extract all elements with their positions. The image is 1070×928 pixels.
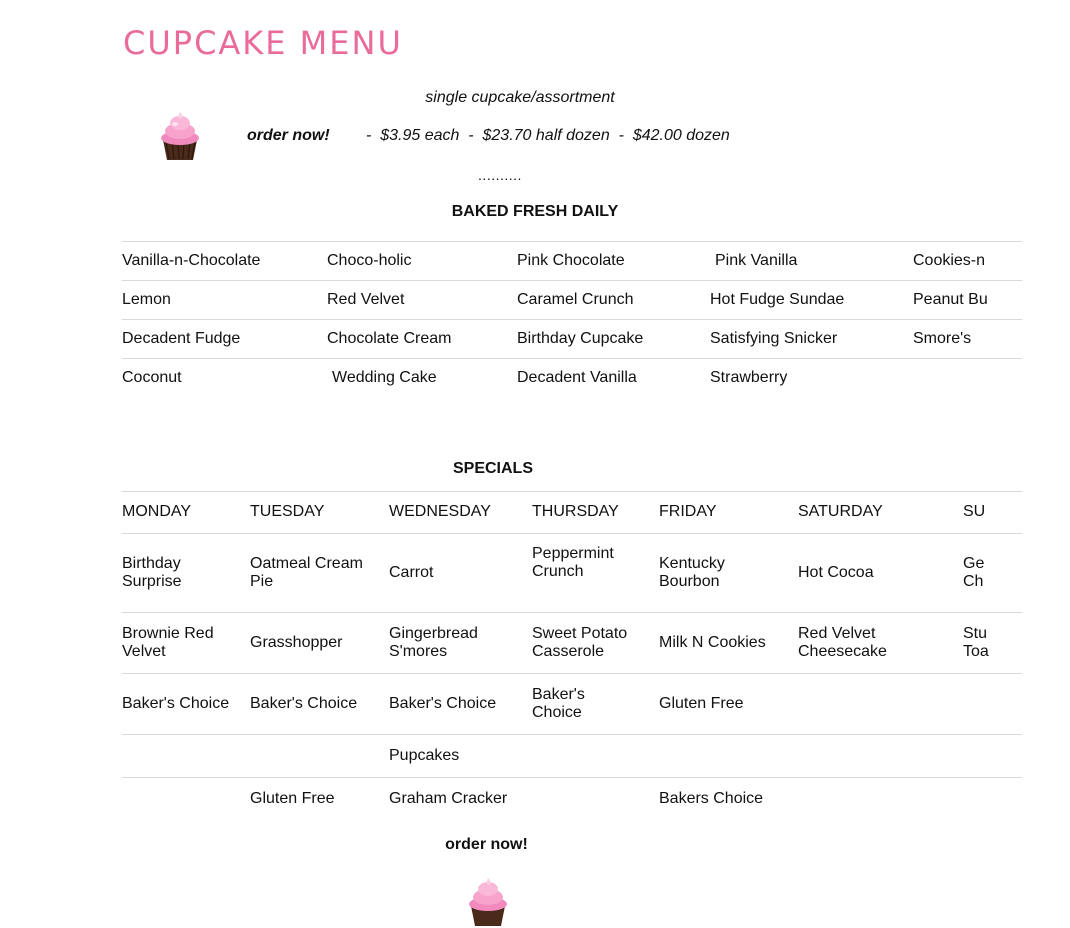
flavor-row (122, 241, 1022, 280)
day-header: FRIDAY (659, 503, 717, 520)
flavor-cell: Birthday Cupcake (517, 330, 644, 347)
day-header: SU (963, 503, 986, 520)
flavor-cell: Decadent Vanilla (517, 369, 637, 386)
special-item: Milk N Cookies (659, 634, 766, 651)
dotted-separator: .......... (478, 167, 522, 183)
flavor-cell: Choco-holic (327, 252, 412, 269)
flavor-cell: Pink Vanilla (715, 252, 798, 269)
specials-row (122, 533, 1022, 612)
special-item: Brownie Red Velvet (122, 625, 214, 660)
special-item: Stu Toa (963, 625, 989, 660)
special-item: Birthday Surprise (122, 555, 182, 590)
specials-heading: SPECIALS (452, 460, 533, 477)
specials-row (122, 734, 1022, 777)
cupcake-icon-graphic (157, 110, 203, 162)
flavor-cell: Coconut (122, 369, 182, 386)
flavor-cell: Peanut Bu (913, 291, 988, 308)
special-item: Pupcakes (389, 747, 460, 764)
flavor-row (122, 280, 1022, 319)
cupcake-icon-graphic (465, 876, 511, 928)
special-item: Carrot (389, 564, 434, 581)
page-title: CUPCAKE MENU (123, 24, 403, 62)
specials-row (122, 777, 1022, 820)
flavor-cell: Lemon (122, 291, 171, 308)
baked-fresh-heading: BAKED FRESH DAILY (451, 203, 619, 220)
day-header: TUESDAY (250, 503, 325, 520)
day-header: MONDAY (122, 503, 192, 520)
specials-row (122, 673, 1022, 734)
flavor-cell: Red Velvet (327, 291, 405, 308)
price-list: - $3.95 each - $23.70 half dozen - $42.00 dozen (366, 127, 730, 144)
special-item: Grasshopper (250, 634, 343, 651)
flavor-row (122, 358, 1022, 397)
specials-table (122, 491, 1022, 820)
flavors-table (122, 241, 1022, 397)
special-item: Peppermint Crunch (532, 545, 614, 580)
specials-row (122, 612, 1022, 673)
specials-header-row (122, 491, 1022, 533)
special-item: Oatmeal Cream Pie (250, 555, 363, 590)
special-item: Red Velvet Cheesecake (798, 625, 887, 660)
flavor-cell: Satisfying Snicker (710, 330, 838, 347)
order-now-link[interactable]: order now! (247, 127, 330, 144)
order-now-link-bottom[interactable]: order now! (445, 836, 528, 853)
special-item: Gluten Free (659, 695, 744, 712)
flavor-row (122, 319, 1022, 358)
special-item: Baker's Choice (532, 686, 585, 721)
special-item: Ge Ch (963, 555, 985, 590)
special-item: Gluten Free (250, 790, 335, 807)
flavor-cell: Strawberry (710, 369, 788, 386)
day-header: THURSDAY (532, 503, 619, 520)
flavor-cell: Pink Chocolate (517, 252, 625, 269)
flavor-cell: Hot Fudge Sundae (710, 291, 845, 308)
flavor-cell: Cookies-n (913, 252, 986, 269)
special-item: Kentucky Bourbon (659, 555, 725, 590)
flavor-cell: Smore's (913, 330, 972, 347)
flavor-cell: Wedding Cake (332, 369, 437, 386)
special-item: Sweet Potato Casserole (532, 625, 628, 660)
flavor-cell: Caramel Crunch (517, 291, 634, 308)
day-header: WEDNESDAY (389, 503, 491, 520)
flavor-cell: Chocolate Cream (327, 330, 452, 347)
pricing-subtitle: single cupcake/assortment (425, 89, 615, 106)
cupcake-icon (465, 876, 511, 928)
day-header: SATURDAY (798, 503, 883, 520)
special-item: Bakers Choice (659, 790, 764, 807)
flavor-cell: Vanilla-n-Chocolate (122, 252, 261, 269)
flavor-cell: Decadent Fudge (122, 330, 241, 347)
special-item: Baker's Choice (389, 695, 497, 712)
special-item: Graham Cracker (389, 790, 508, 807)
special-item: Gingerbread S'mores (389, 625, 478, 660)
special-item: Hot Cocoa (798, 564, 874, 581)
cupcake-icon (157, 110, 203, 162)
special-item: Baker's Choice (250, 695, 358, 712)
special-item: Baker's Choice (122, 695, 230, 712)
